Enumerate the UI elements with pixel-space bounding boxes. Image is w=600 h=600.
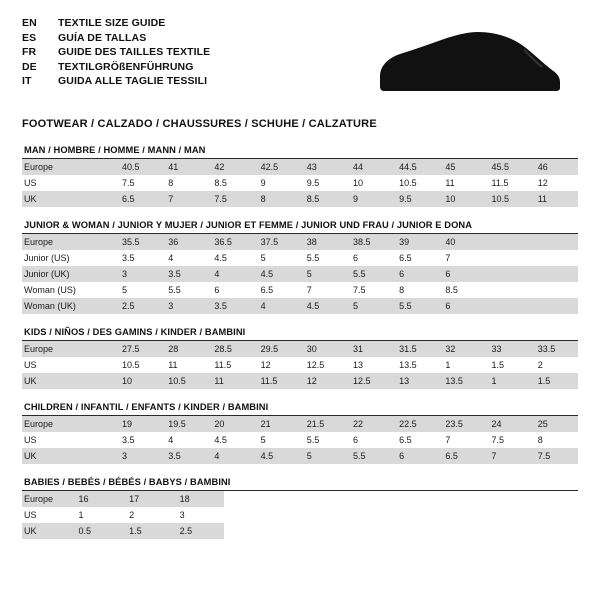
cell: 29.5	[255, 341, 301, 357]
group-title: BABIES / BEBÉS / BÉBÉS / BABYS / BAMBINI	[22, 477, 578, 491]
cell: 7	[486, 448, 532, 464]
page-title: FOOTWEAR / CALZADO / CHAUSSURES / SCHUHE / CALZATURE	[22, 118, 377, 130]
cell: 4	[162, 250, 208, 266]
cell: 4.5	[255, 448, 301, 464]
row-label: Europe	[22, 341, 116, 357]
cell: 11	[208, 373, 254, 389]
cell: 31.5	[393, 341, 439, 357]
cell: 21	[255, 416, 301, 432]
group-man	[22, 145, 578, 207]
cell	[426, 491, 477, 507]
cell: 12.5	[347, 373, 393, 389]
cell: 41	[162, 159, 208, 175]
cell: 13	[393, 373, 439, 389]
cell: 13.5	[439, 373, 485, 389]
cell: 5.5	[347, 448, 393, 464]
row-label: Europe	[22, 416, 116, 432]
cell: 4.5	[208, 250, 254, 266]
cell: 8	[162, 175, 208, 191]
table-row	[22, 341, 578, 357]
table-row	[22, 191, 578, 207]
cell: 3.5	[162, 448, 208, 464]
cell: 8	[532, 432, 578, 448]
cell: 11	[162, 357, 208, 373]
row-label: US	[22, 175, 116, 191]
language-row	[22, 74, 210, 89]
cell: 12.5	[301, 357, 347, 373]
cell: 6.5	[393, 432, 439, 448]
language-row	[22, 31, 210, 46]
table-row	[22, 266, 578, 282]
cell: 46	[532, 159, 578, 175]
cell	[325, 507, 376, 523]
cell: 4	[255, 298, 301, 314]
cell: 10.5	[116, 357, 162, 373]
cell	[325, 523, 376, 539]
cell: 7.5	[486, 432, 532, 448]
dress-shoe-icon	[374, 30, 564, 98]
cell: 13.5	[393, 357, 439, 373]
cell	[224, 491, 275, 507]
cell: 5	[347, 298, 393, 314]
cell: 10	[439, 191, 485, 207]
cell: 6	[393, 266, 439, 282]
cell: 2	[532, 357, 578, 373]
group-children	[22, 402, 578, 464]
table-row	[22, 416, 578, 432]
cell: 5	[255, 432, 301, 448]
cell: 12	[255, 357, 301, 373]
row-label: Europe	[22, 491, 73, 507]
table-row	[22, 507, 578, 523]
cell	[527, 507, 578, 523]
cell: 11.5	[255, 373, 301, 389]
cell	[477, 507, 528, 523]
table-row	[22, 159, 578, 175]
cell: 3.5	[162, 266, 208, 282]
cell: 17	[123, 491, 174, 507]
cell: 10.5	[486, 191, 532, 207]
cell: 20	[208, 416, 254, 432]
cell: 10	[347, 175, 393, 191]
cell: 8.5	[208, 175, 254, 191]
cell: 5	[301, 448, 347, 464]
table-row	[22, 175, 578, 191]
cell	[224, 507, 275, 523]
cell: 19.5	[162, 416, 208, 432]
cell	[224, 523, 275, 539]
cell: 7.5	[116, 175, 162, 191]
cell: 30	[301, 341, 347, 357]
cell: 12	[532, 175, 578, 191]
cell: 6.5	[116, 191, 162, 207]
cell: 3	[116, 266, 162, 282]
cell: 6.5	[255, 282, 301, 298]
cell: 4	[208, 266, 254, 282]
cell	[486, 266, 532, 282]
cell	[376, 507, 427, 523]
cell: 5	[116, 282, 162, 298]
cell: 5.5	[162, 282, 208, 298]
cell	[486, 298, 532, 314]
cell: 27.5	[116, 341, 162, 357]
cell: 7	[439, 432, 485, 448]
cell: 39	[393, 234, 439, 250]
cell: 0.5	[73, 523, 124, 539]
cell: 40	[439, 234, 485, 250]
cell	[486, 234, 532, 250]
language-code: FR	[22, 46, 37, 59]
cell: 12	[301, 373, 347, 389]
cell: 6	[347, 250, 393, 266]
cell: 3	[174, 507, 225, 523]
language-code: EN	[22, 17, 37, 29]
table-row	[22, 448, 578, 464]
group-title: CHILDREN / INFANTIL / ENFANTS / KINDER / BAMBINI	[22, 402, 578, 416]
cell: 7.5	[347, 282, 393, 298]
cell: 28	[162, 341, 208, 357]
language-row	[22, 45, 210, 60]
cell: 1.5	[532, 373, 578, 389]
cell	[532, 266, 578, 282]
cell: 10.5	[162, 373, 208, 389]
cell: 5	[301, 266, 347, 282]
cell	[532, 282, 578, 298]
cell	[325, 491, 376, 507]
cell: 38	[301, 234, 347, 250]
table-row	[22, 491, 578, 507]
cell	[527, 523, 578, 539]
cell: 6	[393, 448, 439, 464]
size-table-babies	[22, 491, 578, 539]
language-title: GUÍA DE TALLAS	[58, 31, 147, 44]
cell: 19	[116, 416, 162, 432]
group-title: MAN / HOMBRE / HOMME / MANN / MAN	[22, 145, 578, 159]
cell: 6	[439, 266, 485, 282]
cell: 13	[347, 357, 393, 373]
document-header	[22, 16, 578, 108]
cell: 42.5	[255, 159, 301, 175]
cell: 10	[116, 373, 162, 389]
cell: 6.5	[439, 448, 485, 464]
cell: 44.5	[393, 159, 439, 175]
size-table-man	[22, 159, 578, 207]
cell: 5	[255, 250, 301, 266]
cell: 28.5	[208, 341, 254, 357]
language-code: IT	[22, 75, 32, 88]
cell: 9	[347, 191, 393, 207]
cell: 42	[208, 159, 254, 175]
row-label: UK	[22, 448, 116, 464]
cell: 44	[347, 159, 393, 175]
table-row	[22, 357, 578, 373]
cell: 3.5	[208, 298, 254, 314]
row-label: Woman (US)	[22, 282, 116, 298]
cell: 2.5	[116, 298, 162, 314]
cell: 2.5	[174, 523, 225, 539]
table-row	[22, 250, 578, 266]
language-title: TEXTILGRÖßENFÜHRUNG	[58, 60, 194, 73]
cell: 1	[486, 373, 532, 389]
cell: 22	[347, 416, 393, 432]
size-table-junior-woman	[22, 234, 578, 314]
size-table-children	[22, 416, 578, 464]
cell: 11.5	[208, 357, 254, 373]
cell	[426, 507, 477, 523]
cell	[532, 234, 578, 250]
cell: 4.5	[301, 298, 347, 314]
row-label: US	[22, 357, 116, 373]
row-label: UK	[22, 373, 116, 389]
cell: 45.5	[486, 159, 532, 175]
size-table-kids	[22, 341, 578, 389]
cell: 36	[162, 234, 208, 250]
row-label: UK	[22, 191, 116, 207]
cell: 5.5	[347, 266, 393, 282]
cell: 33	[486, 341, 532, 357]
cell: 23.5	[439, 416, 485, 432]
row-label: UK	[22, 523, 73, 539]
language-row	[22, 16, 210, 31]
row-label: Junior (US)	[22, 250, 116, 266]
cell: 4.5	[208, 432, 254, 448]
cell: 7.5	[532, 448, 578, 464]
cell: 35.5	[116, 234, 162, 250]
cell: 31	[347, 341, 393, 357]
language-title: TEXTILE SIZE GUIDE	[58, 17, 166, 29]
cell: 3.5	[116, 250, 162, 266]
cell: 9.5	[393, 191, 439, 207]
cell	[532, 298, 578, 314]
language-code: DE	[22, 60, 37, 73]
language-title: GUIDA ALLE TAGLIE TESSILI	[58, 75, 208, 88]
table-row	[22, 234, 578, 250]
group-kids	[22, 327, 578, 389]
cell: 2	[123, 507, 174, 523]
cell: 32	[439, 341, 485, 357]
cell: 40.5	[116, 159, 162, 175]
cell: 5.5	[301, 432, 347, 448]
group-title: JUNIOR & WOMAN / JUNIOR Y MUJER / JUNIOR ET FEMME / JUNIOR UND FRAU / JUNIOR E DONA	[22, 220, 578, 234]
row-label: US	[22, 432, 116, 448]
cell: 6	[439, 298, 485, 314]
language-title-list	[22, 16, 210, 89]
cell: 8	[393, 282, 439, 298]
cell: 36.5	[208, 234, 254, 250]
cell: 11.5	[486, 175, 532, 191]
cell	[376, 491, 427, 507]
cell: 6	[347, 432, 393, 448]
cell: 4.5	[255, 266, 301, 282]
cell: 6.5	[393, 250, 439, 266]
cell: 11	[532, 191, 578, 207]
cell: 7	[162, 191, 208, 207]
row-label: US	[22, 507, 73, 523]
language-code: ES	[22, 31, 37, 44]
table-row	[22, 298, 578, 314]
cell: 24	[486, 416, 532, 432]
cell: 37.5	[255, 234, 301, 250]
language-title: GUIDE DES TAILLES TEXTILE	[58, 46, 211, 59]
cell: 3	[116, 448, 162, 464]
cell	[426, 523, 477, 539]
cell: 6	[208, 282, 254, 298]
cell: 5.5	[301, 250, 347, 266]
cell: 1	[73, 507, 124, 523]
cell: 7	[439, 250, 485, 266]
cell: 18	[174, 491, 225, 507]
cell	[275, 491, 326, 507]
cell: 25	[532, 416, 578, 432]
cell: 11	[439, 175, 485, 191]
cell: 38.5	[347, 234, 393, 250]
cell: 16	[73, 491, 124, 507]
group-junior-woman	[22, 220, 578, 314]
cell: 9.5	[301, 175, 347, 191]
cell: 21.5	[301, 416, 347, 432]
cell: 3.5	[116, 432, 162, 448]
cell	[477, 523, 528, 539]
cell: 4	[208, 448, 254, 464]
cell: 10.5	[393, 175, 439, 191]
cell: 45	[439, 159, 485, 175]
table-row	[22, 523, 578, 539]
cell: 4	[162, 432, 208, 448]
cell: 7	[301, 282, 347, 298]
table-row	[22, 282, 578, 298]
row-label: Junior (UK)	[22, 266, 116, 282]
cell: 22.5	[393, 416, 439, 432]
cell	[486, 282, 532, 298]
table-row	[22, 373, 578, 389]
row-label: Europe	[22, 159, 116, 175]
language-row	[22, 60, 210, 75]
cell	[275, 507, 326, 523]
cell: 33.5	[532, 341, 578, 357]
cell: 9	[255, 175, 301, 191]
group-babies	[22, 477, 578, 539]
cell: 5.5	[393, 298, 439, 314]
cell: 3	[162, 298, 208, 314]
cell: 1	[439, 357, 485, 373]
group-title: KIDS / NIÑOS / DES GAMINS / KINDER / BAMBINI	[22, 327, 578, 341]
cell: 8	[255, 191, 301, 207]
row-label: Europe	[22, 234, 116, 250]
cell	[376, 523, 427, 539]
cell: 43	[301, 159, 347, 175]
table-row	[22, 432, 578, 448]
cell: 1.5	[123, 523, 174, 539]
cell: 7.5	[208, 191, 254, 207]
cell	[477, 491, 528, 507]
cell	[486, 250, 532, 266]
cell: 1.5	[486, 357, 532, 373]
cell	[275, 523, 326, 539]
cell: 8.5	[301, 191, 347, 207]
row-label: Woman (UK)	[22, 298, 116, 314]
cell	[532, 250, 578, 266]
cell: 8.5	[439, 282, 485, 298]
cell	[527, 491, 578, 507]
